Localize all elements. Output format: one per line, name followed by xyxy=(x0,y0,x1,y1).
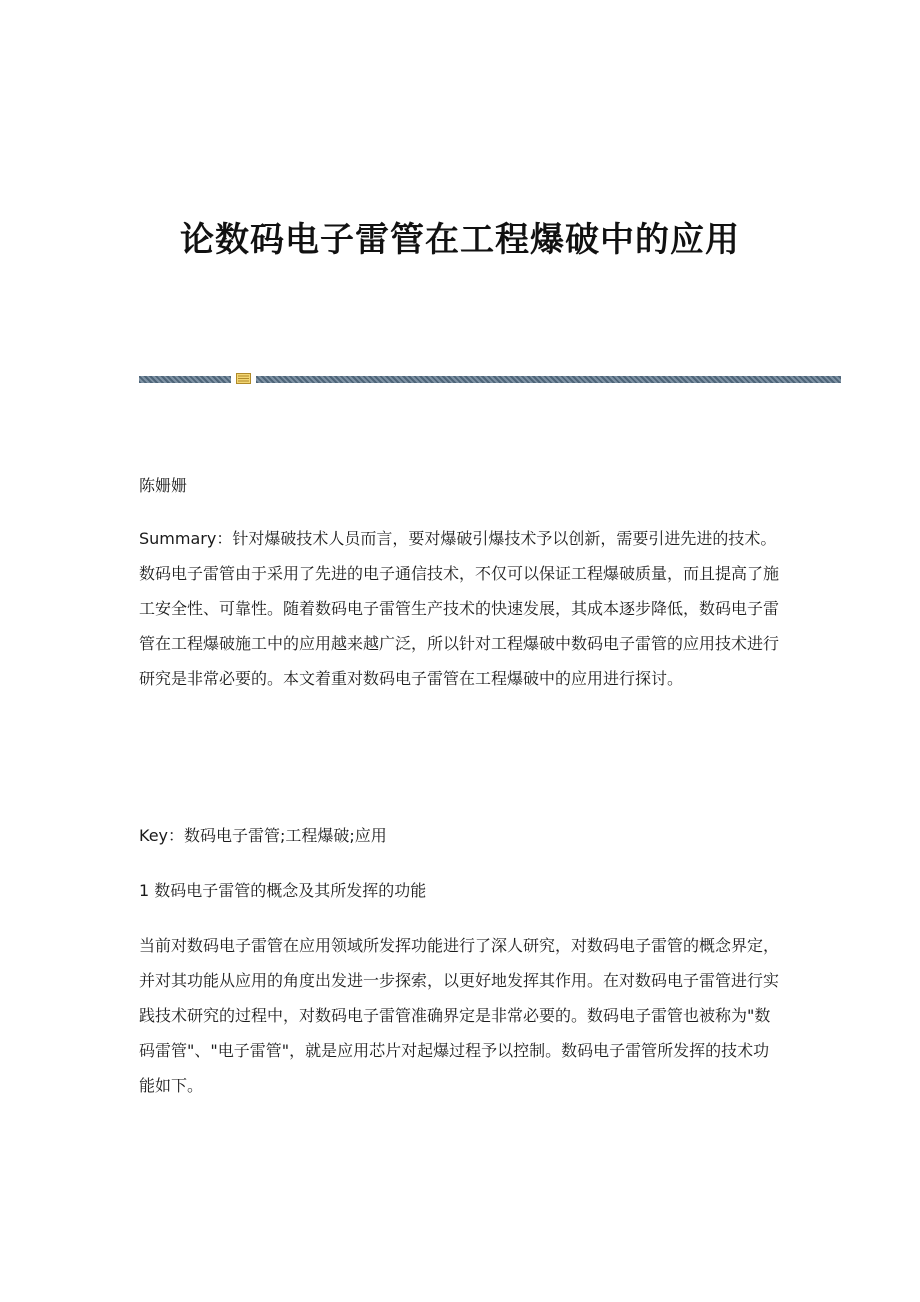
summary-paragraph: Summary：针对爆破技术人员而言，要对爆破引爆技术予以创新，需要引进先进的技术。数码电子雷管由于采用了先进的电子通信技术，不仅可以保证工程爆破质量，而且提高了施工安全性、可靠性。随着数码电子雷管生产技术的快速发展，其成本逐步降低，数码电子雷管在工程爆破施工中的应用越来越广泛，所以针对工程爆破中数码电子雷管的应用技术进行研究是非常必要的。本文着重对数码电子雷管在工程爆破中的应用进行探讨。 xyxy=(139,529,780,688)
divider-bar-right xyxy=(256,376,841,383)
page-title: 论数码电子雷管在工程爆破中的应用 xyxy=(180,220,740,260)
ornament-icon xyxy=(236,373,251,384)
keywords-line: Key：数码电子雷管;工程爆破;应用 xyxy=(139,826,387,845)
title-divider xyxy=(139,373,841,385)
divider-bar-left xyxy=(139,376,231,383)
section-heading: 1 数码电子雷管的概念及其所发挥的功能 xyxy=(139,881,427,900)
author-name: 陈姗姗 xyxy=(139,476,188,495)
section-paragraph: 当前对数码电子雷管在应用领域所发挥功能进行了深人研究，对数码电子雷管的概念界定，并对其功能从应用的角度出发进一步探索，以更好地发挥其作用。在对数码电子雷管进行实践技术研究的过程中，对数码电子雷管准确界定是非常必要的。数码电子雷管也被称为"数码雷管"、"电子雷管"，就是应用芯片对起爆过程予以控制。数码电子雷管所发挥的技术功能如下。 xyxy=(139,936,780,1095)
